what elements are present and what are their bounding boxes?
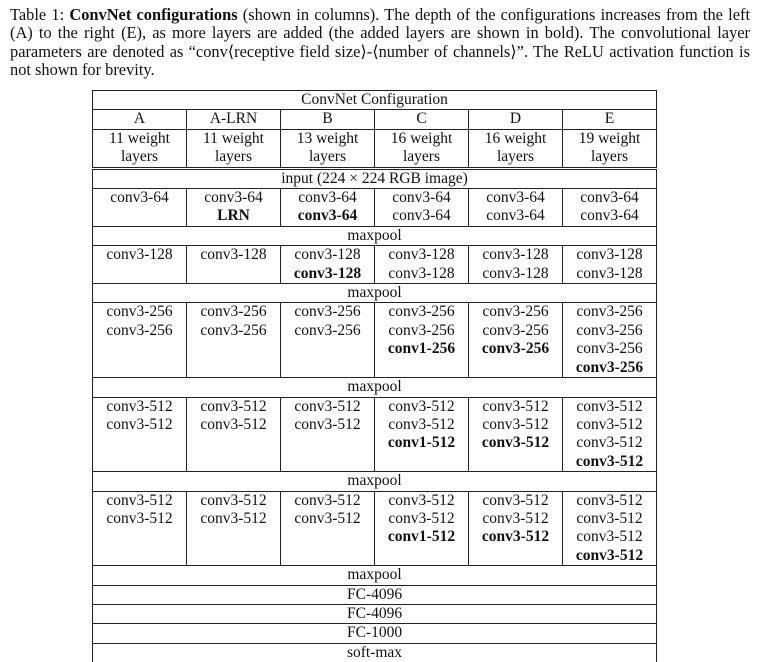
conv-block-row bbox=[93, 246, 657, 284]
column-depth bbox=[281, 129, 375, 168]
maxpool-layer: maxpool bbox=[93, 472, 657, 491]
tail-row bbox=[93, 624, 657, 643]
layer-cell bbox=[281, 491, 375, 566]
caption-title: ConvNet configurations bbox=[69, 5, 237, 24]
layer-cell bbox=[93, 491, 187, 566]
input-layer: input (224 × 224 RGB image) bbox=[93, 168, 657, 188]
layer-entry: conv1-256 bbox=[377, 340, 466, 358]
tail-row bbox=[93, 643, 657, 662]
header-row bbox=[93, 91, 657, 110]
layer-entry: conv1-512 bbox=[377, 528, 466, 546]
layer-entry: conv3-512 bbox=[189, 416, 278, 434]
tail-layer: FC-4096 bbox=[93, 604, 657, 623]
layer-cell bbox=[563, 491, 657, 566]
layer-cell bbox=[375, 246, 469, 284]
depth-line: 16 weight bbox=[471, 130, 560, 148]
layer-entry: conv3-256 bbox=[565, 303, 654, 321]
layer-entry: conv3-512 bbox=[377, 416, 466, 434]
layer-entry: conv3-128 bbox=[565, 265, 654, 283]
layer-entry: conv3-512 bbox=[189, 510, 278, 528]
layer-entry: conv3-512 bbox=[283, 510, 372, 528]
column-depth bbox=[375, 129, 469, 168]
layer-entry: conv3-512 bbox=[471, 510, 560, 528]
layer-cell bbox=[93, 303, 187, 378]
layer-cell bbox=[375, 491, 469, 566]
layer-entry: conv3-256 bbox=[377, 322, 466, 340]
maxpool-row bbox=[93, 284, 657, 303]
column-depth bbox=[469, 129, 563, 168]
layer-cell bbox=[375, 303, 469, 378]
layer-entry: conv3-512 bbox=[377, 492, 466, 510]
layer-cell bbox=[563, 397, 657, 472]
layer-cell bbox=[187, 397, 281, 472]
tail-layer: FC-4096 bbox=[93, 585, 657, 604]
layer-entry: conv3-256 bbox=[377, 303, 466, 321]
column-depth bbox=[187, 129, 281, 168]
tail-row bbox=[93, 604, 657, 623]
layer-cell bbox=[281, 397, 375, 472]
layer-entry: conv3-64 bbox=[283, 189, 372, 207]
column-name: A-LRN bbox=[187, 110, 281, 129]
layer-entry: conv3-256 bbox=[283, 303, 372, 321]
layer-entry: conv3-256 bbox=[283, 322, 372, 340]
layer-entry: conv3-512 bbox=[565, 453, 654, 471]
layer-entry: conv3-512 bbox=[471, 398, 560, 416]
layer-entry: conv3-256 bbox=[95, 322, 184, 340]
layer-entry: conv3-512 bbox=[565, 528, 654, 546]
layer-entry: conv3-512 bbox=[565, 398, 654, 416]
maxpool-row bbox=[93, 226, 657, 245]
layer-entry: conv3-128 bbox=[377, 246, 466, 264]
layer-cell bbox=[93, 189, 187, 227]
layer-entry: conv3-256 bbox=[471, 322, 560, 340]
layer-entry: conv3-512 bbox=[565, 434, 654, 452]
layer-entry: conv3-512 bbox=[95, 398, 184, 416]
layer-entry: conv3-512 bbox=[95, 416, 184, 434]
convnet-config-table bbox=[92, 90, 657, 662]
tail-layer: maxpool bbox=[93, 566, 657, 585]
conv-block-row bbox=[93, 303, 657, 378]
layer-cell bbox=[187, 246, 281, 284]
column-depth-row bbox=[93, 129, 657, 168]
layer-entry: conv3-256 bbox=[471, 303, 560, 321]
layer-entry: conv3-512 bbox=[283, 416, 372, 434]
layer-entry: conv3-64 bbox=[471, 189, 560, 207]
layer-entry: conv3-64 bbox=[471, 207, 560, 225]
column-name-row bbox=[93, 110, 657, 129]
layer-cell bbox=[563, 303, 657, 378]
layer-cell bbox=[93, 246, 187, 284]
maxpool-layer: maxpool bbox=[93, 226, 657, 245]
tail-layer: FC-1000 bbox=[93, 624, 657, 643]
maxpool-layer: maxpool bbox=[93, 284, 657, 303]
layer-entry: conv3-128 bbox=[471, 246, 560, 264]
layer-cell bbox=[469, 189, 563, 227]
layer-entry: conv3-512 bbox=[565, 547, 654, 565]
layer-entry: conv3-256 bbox=[189, 322, 278, 340]
layer-entry: conv3-512 bbox=[283, 492, 372, 510]
depth-unit: layers bbox=[189, 148, 278, 166]
layer-entry: conv3-256 bbox=[189, 303, 278, 321]
layer-entry: conv3-128 bbox=[283, 246, 372, 264]
layer-entry: conv3-512 bbox=[189, 398, 278, 416]
maxpool-layer: maxpool bbox=[93, 378, 657, 397]
column-depth bbox=[563, 129, 657, 168]
depth-line: 16 weight bbox=[377, 130, 466, 148]
layer-entry: conv1-512 bbox=[377, 434, 466, 452]
conv-block-row bbox=[93, 397, 657, 472]
layer-cell bbox=[281, 189, 375, 227]
depth-line: 19 weight bbox=[565, 130, 654, 148]
tail-layer: soft-max bbox=[93, 643, 657, 662]
caption-prefix: Table 1: bbox=[10, 5, 69, 24]
column-name: C bbox=[375, 110, 469, 129]
maxpool-row bbox=[93, 378, 657, 397]
layer-entry: conv3-64 bbox=[377, 207, 466, 225]
layer-cell bbox=[563, 246, 657, 284]
layer-entry: conv3-256 bbox=[565, 322, 654, 340]
layer-cell bbox=[93, 397, 187, 472]
caption-text: (shown in columns). The depth of the configurations increases from the left (A) to the right (E), as more layers are added (the added layers are shown in bold). The convolutional layer parameters are denoted as “conv⟨receptive field size⟩-⟨number of channels⟩”. The ReLU activation function is not shown for brevity. bbox=[10, 5, 750, 79]
layer-cell bbox=[469, 491, 563, 566]
layer-cell bbox=[469, 246, 563, 284]
layer-cell bbox=[375, 189, 469, 227]
layer-cell bbox=[187, 303, 281, 378]
tail-row bbox=[93, 585, 657, 604]
depth-line: 11 weight bbox=[95, 130, 184, 148]
layer-cell bbox=[281, 303, 375, 378]
layer-entry: conv3-512 bbox=[565, 510, 654, 528]
layer-entry: conv3-128 bbox=[189, 246, 278, 264]
table-body bbox=[93, 91, 657, 662]
layer-cell bbox=[281, 246, 375, 284]
layer-entry: conv3-256 bbox=[95, 303, 184, 321]
depth-line: 13 weight bbox=[283, 130, 372, 148]
layer-entry: conv3-512 bbox=[189, 492, 278, 510]
layer-entry: conv3-512 bbox=[95, 492, 184, 510]
layer-entry: conv3-128 bbox=[377, 265, 466, 283]
layer-entry: conv3-512 bbox=[283, 398, 372, 416]
column-name: A bbox=[93, 110, 187, 129]
table-caption bbox=[10, 6, 750, 80]
column-depth bbox=[93, 129, 187, 168]
layer-entry: conv3-512 bbox=[471, 416, 560, 434]
layer-entry: conv3-512 bbox=[471, 434, 560, 452]
layer-entry: conv3-512 bbox=[471, 492, 560, 510]
conv-block-row bbox=[93, 491, 657, 566]
layer-entry: conv3-128 bbox=[565, 246, 654, 264]
layer-entry: conv3-256 bbox=[565, 359, 654, 377]
depth-unit: layers bbox=[283, 148, 372, 166]
layer-cell bbox=[187, 189, 281, 227]
column-name: D bbox=[469, 110, 563, 129]
maxpool-row bbox=[93, 472, 657, 491]
tail-row bbox=[93, 566, 657, 585]
column-name: E bbox=[563, 110, 657, 129]
layer-entry: conv3-64 bbox=[565, 189, 654, 207]
layer-entry: conv3-512 bbox=[95, 510, 184, 528]
layer-entry: conv3-64 bbox=[189, 189, 278, 207]
layer-cell bbox=[375, 397, 469, 472]
layer-entry: conv3-512 bbox=[377, 398, 466, 416]
layer-cell bbox=[469, 397, 563, 472]
layer-entry: conv3-64 bbox=[95, 189, 184, 207]
layer-entry: conv3-512 bbox=[471, 528, 560, 546]
layer-entry: conv3-128 bbox=[471, 265, 560, 283]
layer-entry: conv3-64 bbox=[283, 207, 372, 225]
depth-unit: layers bbox=[377, 148, 466, 166]
layer-entry: conv3-64 bbox=[377, 189, 466, 207]
layer-entry: conv3-256 bbox=[565, 340, 654, 358]
layer-entry: conv3-512 bbox=[565, 492, 654, 510]
conv-block-row bbox=[93, 189, 657, 227]
depth-line: 11 weight bbox=[189, 130, 278, 148]
layer-entry: conv3-256 bbox=[471, 340, 560, 358]
layer-cell bbox=[469, 303, 563, 378]
depth-unit: layers bbox=[565, 148, 654, 166]
layer-entry: conv3-512 bbox=[565, 416, 654, 434]
depth-unit: layers bbox=[471, 148, 560, 166]
layer-entry: conv3-128 bbox=[283, 265, 372, 283]
layer-entry: LRN bbox=[189, 207, 278, 225]
input-row bbox=[93, 168, 657, 188]
column-name: B bbox=[281, 110, 375, 129]
depth-unit: layers bbox=[95, 148, 184, 166]
layer-entry: conv3-128 bbox=[95, 246, 184, 264]
layer-cell bbox=[187, 491, 281, 566]
layer-entry: conv3-512 bbox=[377, 510, 466, 528]
layer-cell bbox=[563, 189, 657, 227]
layer-entry: conv3-64 bbox=[565, 207, 654, 225]
table-header: ConvNet Configuration bbox=[93, 91, 657, 110]
